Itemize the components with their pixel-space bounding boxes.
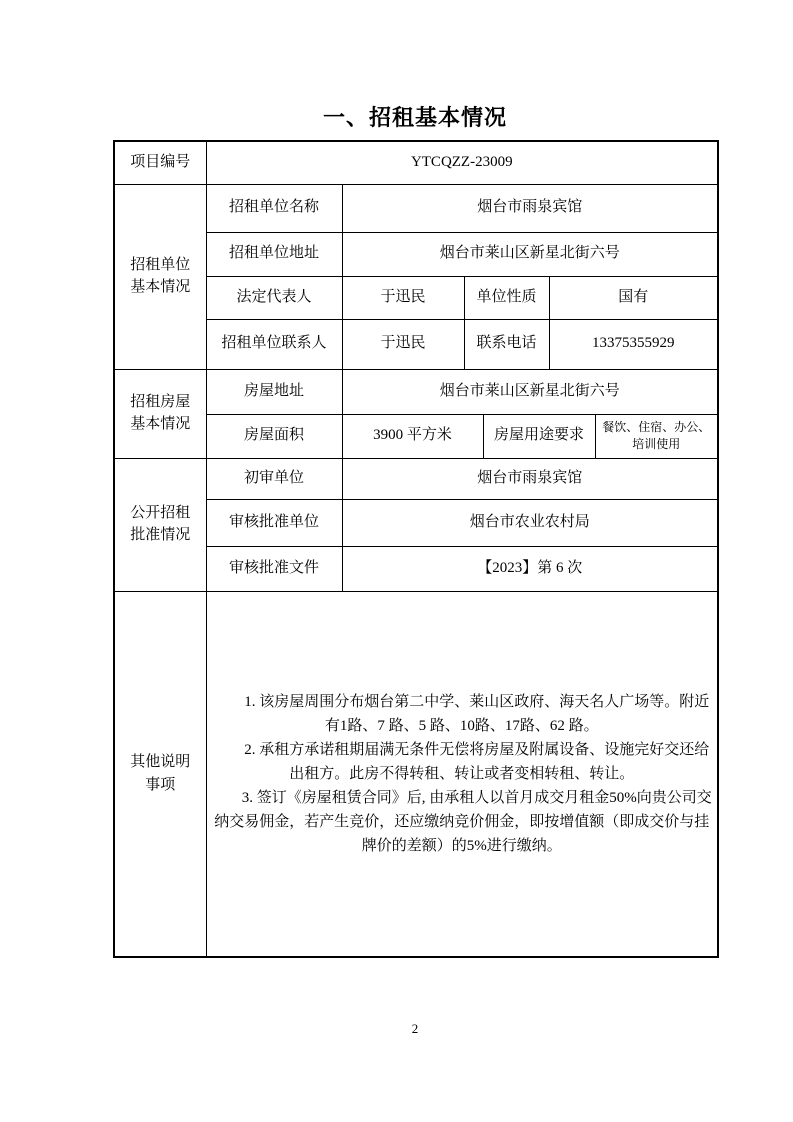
house-usage-label: 房屋用途要求 (483, 414, 595, 458)
unit-section-label-text: 招租单位基本情况 (130, 256, 191, 296)
house-area-value: 3900 平方米 (342, 414, 483, 458)
approval-unit-label: 审核批准单位 (206, 499, 342, 546)
approval-section-label-text: 公开招租批准情况 (130, 504, 191, 544)
project-no-value: YTCQZZ-23009 (206, 141, 718, 184)
table-row (114, 141, 718, 184)
contact-value: 于迅民 (342, 319, 464, 369)
unit-address-label: 招租单位地址 (206, 232, 342, 276)
phone-value: 13375355929 (549, 319, 718, 369)
table-row (114, 369, 718, 414)
table-row (114, 591, 718, 957)
notes-section-label (114, 591, 206, 957)
notes-paragraph-2: 2. 承租方承诺租期届满无条件无偿将房屋及附属设备、设施完好交还给出租方。此房不得转租、转让或者变相转租、转让。 (244, 741, 710, 782)
notes-content-cell (206, 591, 718, 957)
table-row (114, 184, 718, 232)
notes-paragraph-1: 1. 该房屋周围分布烟台第二中学、莱山区政府、海天名人广场等。附近有1路、7 路、5 路、10路、17路、62 路。 (244, 693, 710, 734)
page-title: 一、招租基本情况 (322, 105, 507, 130)
house-area-label: 房屋面积 (206, 414, 342, 458)
initial-review-value: 烟台市雨泉宾馆 (342, 458, 718, 499)
house-address-label: 房屋地址 (206, 369, 342, 414)
unit-nature-label: 单位性质 (464, 276, 549, 319)
initial-review-label: 初审单位 (206, 458, 342, 499)
approval-doc-value: 【2023】第 6 次 (342, 546, 718, 591)
unit-nature-value: 国有 (549, 276, 718, 319)
unit-address-value: 烟台市莱山区新星北街六号 (342, 232, 718, 276)
approval-doc-label: 审核批准文件 (206, 546, 342, 591)
page-number: 2 (411, 1021, 419, 1036)
table-row (114, 458, 718, 499)
house-address-value: 烟台市莱山区新星北街六号 (342, 369, 718, 414)
legal-rep-value: 于迅民 (342, 276, 464, 319)
house-usage-value: 餐饮、住宿、办公、培训使用 (595, 414, 718, 458)
house-section-label-text: 招租房屋基本情况 (130, 393, 191, 433)
notes-paragraph-3: 3. 签订《房屋租赁合同》后, 由承租人以首月成交月租金50%向贵公司交纳交易佣金，若产生竞价，还应缴纳竞价佣金，即按增值额（即成交价与挂牌价的差额）的5%进行缴纳。 (214, 789, 712, 854)
rental-info-table (113, 140, 719, 958)
legal-rep-label: 法定代表人 (206, 276, 342, 319)
house-section-label (114, 369, 206, 458)
approval-unit-value: 烟台市农业农村局 (342, 499, 718, 546)
approval-section-label (114, 458, 206, 591)
unit-section-label (114, 184, 206, 369)
unit-name-label: 招租单位名称 (206, 184, 342, 232)
notes-section-label-text: 其他说明事项 (130, 754, 191, 793)
phone-label: 联系电话 (464, 319, 549, 369)
project-no-label: 项目编号 (114, 141, 206, 184)
unit-name-value: 烟台市雨泉宾馆 (342, 184, 718, 232)
contact-label: 招租单位联系人 (206, 319, 342, 369)
